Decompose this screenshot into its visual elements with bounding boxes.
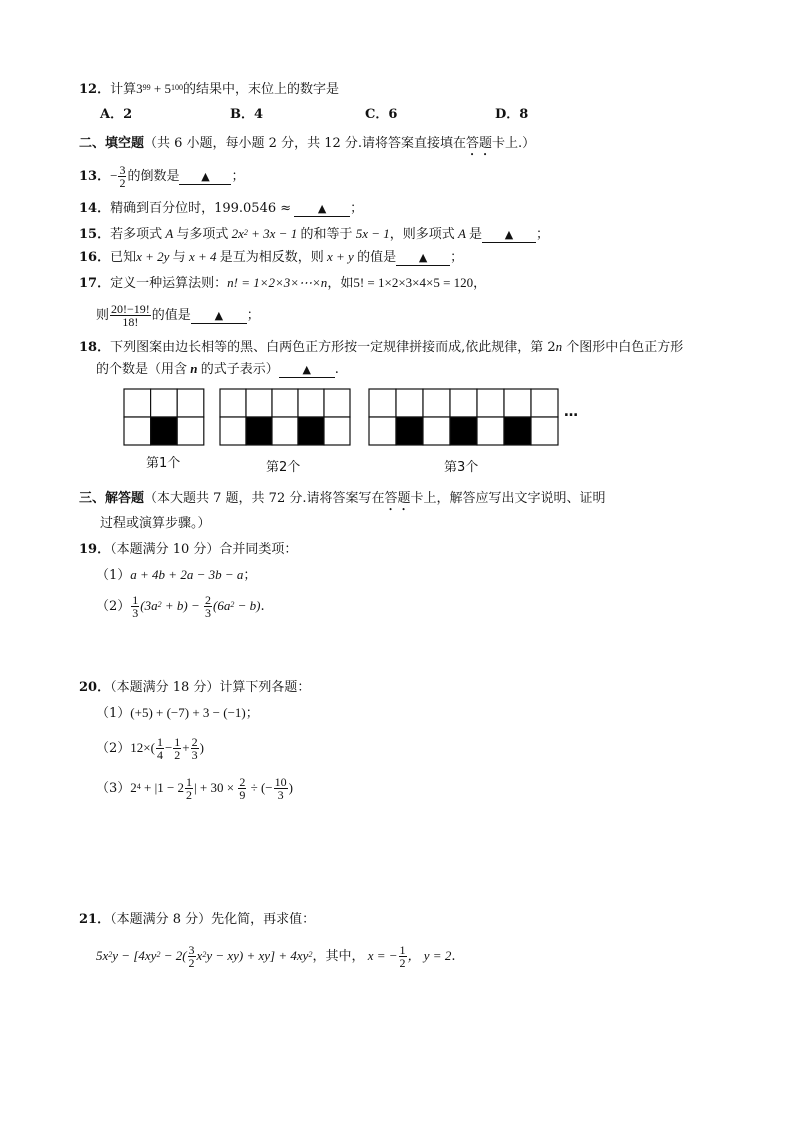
pattern-figure-3: [368, 388, 560, 448]
q16-number: 16．: [79, 250, 111, 265]
q16-line: 16．已知x + 2y 与 x + 4 是互为相反数，则 x + y 的值是 ▲ ；: [79, 249, 464, 265]
q17-number: 17．: [79, 276, 111, 291]
q20-part-2: （2）12×( $\frac{1}{4}$ − $\frac{1}{2}$ + $\frac{2}{3}$ ): [96, 735, 204, 762]
q14-number: 14．: [79, 201, 111, 216]
q18-number: 18．: [79, 340, 111, 355]
q19-part-2: （2） $\frac{1}{3}$ $(3a^2 + b)$ − $\frac{2}{3}$ $(6a^2 - b)$.: [96, 593, 265, 620]
q12-option-c: C．6: [365, 107, 398, 122]
q14-answer-blank[interactable]: ▲: [294, 201, 350, 217]
q21-header: 21．（本题满分 8 分）先化简，再求值：: [79, 912, 316, 927]
q20-number: 20．: [79, 680, 111, 695]
pattern-figure-1: [123, 388, 205, 448]
q12-option-a: A．2: [100, 107, 133, 122]
q19-header: 19．（本题满分 10 分）合并同类项：: [79, 542, 298, 557]
q17-example: 5! = 1×2×3×4×5 = 120: [353, 275, 474, 290]
q12-options: [100, 106, 625, 124]
q21-expression: $5x^2y - [4xy^2 - 2$( $\frac{3}{2}$ $x^2y - xy) + xy] + 4xy^2$，其中， x = − $\frac{1}{2}$ ， y = 2.: [96, 943, 456, 970]
q17-line-2: 则 $\frac{20!-19!}{18!}$ 的值是 ▲ ；: [96, 302, 260, 329]
q13-line: 13．− $\frac{3}{2}$ 的倒数是 ▲ ；: [79, 163, 245, 190]
section-2-title: 二、填空题: [79, 136, 145, 151]
q20-part-3: $(3)2^4 + |1 - 2$ $\frac{1}{2}$ | + 30 × $\frac{2}{9}$ ÷ (− $\frac{10}{3}$ ): [96, 775, 293, 802]
q12-option-b: B．4: [230, 107, 264, 122]
q19-number: 19．: [79, 542, 111, 557]
section-2-note-a: （共 6 小题，每小题 2 分，共 12 分.请将答案直接填在: [144, 136, 467, 151]
section-2-note-emph: 答题: [466, 136, 493, 151]
q17-answer-blank[interactable]: ▲: [191, 308, 247, 324]
section-3-title: 三、解答题: [79, 491, 145, 506]
q19-part-1: （1）a + 4b + 2a − 3b − a；: [96, 567, 257, 583]
section-2-header: [79, 135, 535, 159]
q14-text: 精确到百分位时，199.0546 ≈: [110, 201, 292, 216]
q18-line-1: 18．下列图案由边长相等的黑、白两色正方形按一定规律拼接而成,依此规律，第 2n 个图形中白色正方形: [79, 339, 684, 355]
pattern-figure-2: [219, 388, 351, 448]
pattern-caption-1: 第1个: [146, 456, 181, 471]
q12-number: 12．: [79, 82, 111, 97]
q17-definition: n! = 1×2×3×⋯×n: [227, 275, 328, 290]
section-3-header: 三、解答题（本大题共 7 题，共 72 分.请将答案写在答题卡上，解答应写出文字说明、证明: [79, 491, 606, 506]
pattern-ellipsis: …: [564, 404, 578, 420]
q15-answer-blank[interactable]: ▲: [482, 227, 536, 243]
q17-fraction: $\frac{20!-19!}{18!}$: [111, 302, 150, 329]
q16-answer-blank[interactable]: ▲: [396, 250, 450, 266]
q17-line-1: 17．定义一种运算法则：n! = 1×2×3×⋯×n，如5! = 1×2×3×4×5 = 120，: [79, 275, 487, 291]
q15-line: 15．若多项式 A 与多项式 $2x^2 + 3x - 1$ 的和等于 5x − 1，则多项式 A 是 ▲ ；: [79, 226, 550, 242]
q13-text: 的倒数是: [127, 169, 180, 184]
q20-header: 20．（本题满分 18 分）计算下列各题：: [79, 680, 311, 695]
q13-fraction: $\frac{3}{2}$: [119, 163, 126, 190]
pattern-caption-2: 第2个: [266, 460, 301, 475]
q13-answer-blank[interactable]: ▲: [179, 169, 231, 185]
q20-part-1: （1）(+5) + (−7) + 3 − (−1)；: [96, 705, 259, 721]
q21-number: 21．: [79, 912, 111, 927]
q13-number: 13．: [79, 169, 111, 184]
pattern-caption-3: 第3个: [444, 460, 479, 475]
q12-line: [79, 80, 339, 99]
q14-line: 14．精确到百分位时，199.0546 ≈ ▲ ；: [79, 201, 364, 216]
q18-line-2: 的个数是（用含 n 的式子表示） ▲ .: [96, 361, 339, 377]
section-2-note-b: 卡上.）: [492, 136, 536, 151]
q18-answer-blank[interactable]: ▲: [279, 362, 335, 378]
q12-text-a: 计算: [110, 82, 137, 97]
q15-number: 15．: [79, 227, 111, 242]
q12-option-d: D．8: [495, 107, 529, 122]
q12-expression: $3^{99} + 5^{100}$: [136, 81, 183, 96]
q12-text-b: 的结果中，末位上的数字是: [182, 82, 339, 97]
section-3-header-line-2: 过程或演算步骤。）: [100, 516, 211, 531]
